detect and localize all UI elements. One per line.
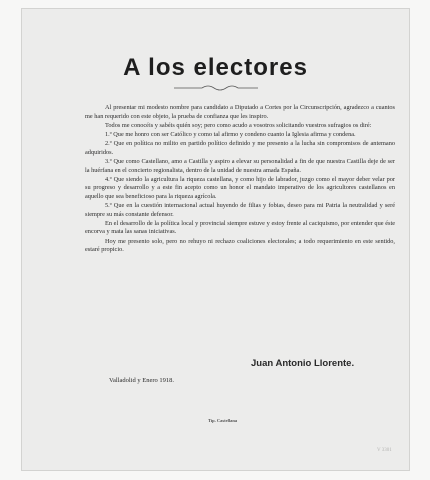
printer-imprint: Tip. Castellana (208, 418, 238, 423)
paragraph: Todos me conocéis y sabéis quién soy; pero como acudo a vosotros solicitando vuestros sufragios os diré: (105, 121, 372, 129)
paragraph: Al presentar mi modesto nombre para candidato a Diputado a Cortes por la Circunscripción, agradezco a cuantos me han requerido con este objeto, la prueba de confianza que les inspiro. (85, 104, 395, 120)
paragraph: 5.º Que en la cuestión internacional actual huyendo de filias y fobias, deseo para mi Patria la neutralidad y seré siempre su más constante defensor. (85, 202, 395, 218)
paragraph: Hoy me presento solo, pero no rehuyo ni rechazo coaliciones electorales; a todo requerimiento en este sentido, estaré propicio. (85, 237, 395, 254)
ornament-divider-icon (174, 84, 258, 92)
document-sheet (21, 8, 410, 471)
paragraph: 2.º Que en política no milito en partido político definido y me presento a la lucha sin compromisos de antemano adquiridos. (85, 140, 395, 156)
page-title: A los electores (123, 54, 308, 81)
catalog-mark: V 3301 (377, 448, 392, 453)
paragraph: 1.º Que me honro con ser Católico y como tal afirmo y condeno cuanto la Iglesia afirma y condena. (105, 130, 356, 138)
signature: Juan Antonio Llorente. (251, 358, 355, 369)
paragraph: 4.º Que siendo la agricultura la riqueza castellana, y como hijo de labrador, juzgo como el mayor deber velar por su progreso y desarrollo y a este fin acepto como un honor el mandato imperativo de los agricultores castellanos en aquello que sea beneficioso para la riqueza agrícola. (85, 175, 395, 200)
document-body (85, 104, 395, 255)
paragraph: En el desarrollo de la política local y provincial siempre estuve y estoy frente al caciquismo, por entender que éste encorva y mata las sanas iniciativas. (85, 219, 395, 236)
paragraph: 3.º Que como Castellano, amo a Castilla y aspiro a elevar su personalidad a fin de que nuestra Castilla deje de ser la huérfana en el concierto regionalista, dentro de la unidad de nuestra amada España. (85, 157, 395, 174)
dateline: Valladolid y Enero 1918. (109, 377, 174, 384)
